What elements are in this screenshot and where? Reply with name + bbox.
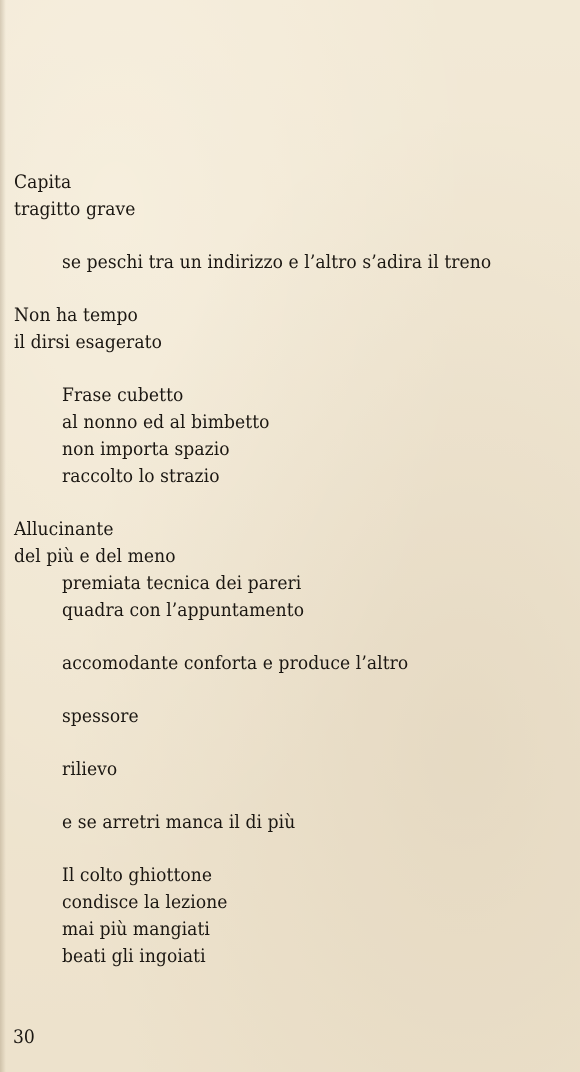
stanza — [14, 650, 570, 677]
stanza — [14, 516, 570, 570]
poem-line: Allucinante — [14, 518, 114, 540]
stanza — [14, 756, 570, 783]
stanza — [14, 302, 570, 356]
poem-line: spessore — [62, 705, 139, 727]
poem-line: mai più mangiati — [62, 918, 210, 940]
poem-line: del più e del meno — [14, 545, 176, 567]
page-number: 30 — [13, 1026, 35, 1048]
poem-body — [14, 169, 570, 996]
stanza — [14, 249, 570, 276]
stanza — [14, 382, 570, 490]
poem-line: e se arretri manca il di più — [62, 811, 296, 833]
stanza — [14, 703, 570, 730]
poem-line: non importa spazio — [62, 438, 230, 460]
poem-line: il dirsi esagerato — [14, 331, 162, 353]
poem-line: Frase cubetto — [62, 384, 184, 406]
poem-line: quadra con l’appuntamento — [62, 599, 305, 621]
stanza — [14, 570, 570, 624]
poem-line: se peschi tra un indirizzo e l’altro s’adira il treno — [62, 251, 492, 273]
poem-line: al nonno ed al bimbetto — [62, 411, 270, 433]
poem-line: condisce la lezione — [62, 891, 228, 913]
poem-line: Il colto ghiottone — [62, 864, 213, 886]
poem-line: Capita — [14, 171, 72, 193]
poem-line: Non ha tempo — [14, 304, 138, 326]
poem-line: accomodante conforta e produce l’altro — [62, 652, 409, 674]
poem-line: raccolto lo strazio — [62, 465, 220, 487]
poem-line: rilievo — [62, 758, 118, 780]
stanza — [14, 862, 570, 970]
stanza — [14, 169, 570, 223]
stanza — [14, 809, 570, 836]
page-edge-shadow — [0, 0, 6, 1072]
poem-line: tragitto grave — [14, 198, 136, 220]
poem-line: premiata tecnica dei pareri — [62, 572, 302, 594]
poem-line: beati gli ingoiati — [62, 945, 206, 967]
